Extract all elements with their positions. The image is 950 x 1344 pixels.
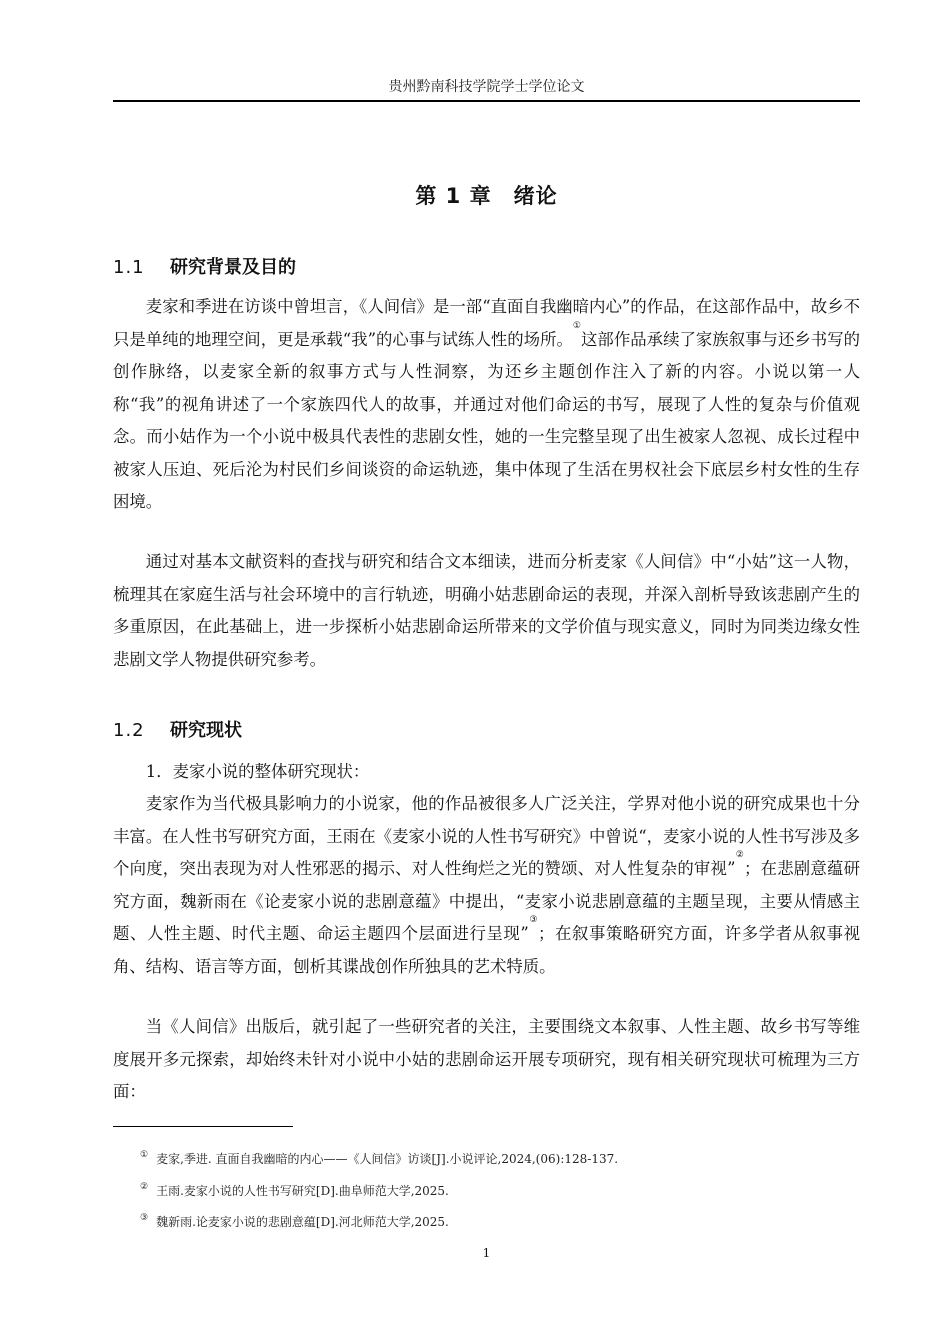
section-title: 研究现状 xyxy=(170,720,242,741)
section-heading-1-2 xyxy=(113,716,860,742)
page-number: 1 xyxy=(482,1246,491,1260)
section-number: 1.1 xyxy=(113,257,145,278)
footnote-mark: ① xyxy=(140,1150,149,1160)
footnote-ref-1[interactable]: ① xyxy=(572,320,582,331)
chapter-title: 第 1 章 绪论 xyxy=(415,184,558,208)
paragraph-background xyxy=(113,291,860,519)
section-number: 1.2 xyxy=(113,720,145,741)
footnote-1 xyxy=(140,1150,860,1167)
footnote-ref-2[interactable]: ② xyxy=(735,850,744,860)
footnote-mark: ② xyxy=(140,1182,149,1192)
paragraph-text: 麦家和季进在访谈中曾坦言，《人间信》是一部“直面自我幽暗内心”的作品，在这部作品中，故乡不只是单纯的地理空间，更是承载“我”的心事与试练人性的场所。 xyxy=(113,297,860,349)
section-title: 研究背景及目的 xyxy=(170,257,296,278)
header-rule xyxy=(113,100,860,102)
paragraph-text: 麦家作为当代极具影响力的小说家，他的作品被很多人广泛关注，学界对他小说的研究成果也十分丰富。在人性书写研究方面，王雨在《麦家小说的人性书写研究》中曾说“，麦家小说的人性书写涉及多个向度，突出表现为对人性邪恶的揭示、对人性绚烂之光的赞颂、对人性复杂的审视” xyxy=(113,794,860,878)
footnote-text: 麦家,季进. 直面自我幽暗的内心——《人间信》访谈[J].小说评论,2024,(06):128-137. xyxy=(156,1152,619,1166)
footnote-text: 王雨.麦家小说的人性书写研究[D].曲阜师范大学,2025. xyxy=(156,1184,449,1198)
footnote-separator xyxy=(113,1126,293,1127)
paragraph-text: ；在悲剧意蕴研究方面，魏新雨在《论麦家小说的悲剧意蕴》中提出，“麦家小说悲剧意蕴的主题呈现，主要从情感主题、人性主题、时代主题、命运主题四个层面进行呈现” xyxy=(113,859,860,943)
paragraph-renjianxin-research: 当《人间信》出版后，就引起了一些研究者的关注，主要围绕文本叙事、人性主题、故乡书写等维度展开多元探索，却始终未针对小说中小姑的悲剧命运开展专项研究，现有相关研究现状可梳理为三方面： xyxy=(113,1017,860,1101)
paragraph-text: ；在叙事策略研究方面，许多学者从叙事视角、结构、语言等方面，刨析其谍战创作所独具的艺术特质。 xyxy=(113,924,860,976)
running-header: 贵州黔南科技学院学士学位论文 xyxy=(388,79,585,95)
paragraph-purpose: 通过对基本文献资料的查找与研究和结合文本细读，进而分析麦家《人间信》中“小姑”这一人物，梳理其在家庭生活与社会环境中的言行轨迹，明确小姑悲剧命运的表现，并深入剖析导致该悲剧产生的多重原因，在此基础上，进一步探析小姑悲剧命运所带来的文学价值与现实意义，同时为同类边缘女性悲剧文学人物提供研究参考。 xyxy=(113,552,860,669)
footnote-mark: ③ xyxy=(140,1213,149,1223)
paragraph-text: 这部作品承续了家族叙事与还乡书写的创作脉络，以麦家全新的叙事方式与人性洞察，为还乡主题创作注入了新的内容。小说以第一人称“我”的视角讲述了一个家族四代人的故事，并通过对他们命运的书写，展现了人性的复杂与价值观念。而小姑作为一个小说中极具代表性的悲剧女性，她的一生完整呈现了出生被家人忽视、成长过程中被家人压迫、死后沦为村民们乡间谈资的命运轨迹，集中体现了生活在男权社会下底层乡村女性的生存困境。 xyxy=(113,329,860,511)
footnote-text: 魏新雨.论麦家小说的悲剧意蕴[D].河北师范大学,2025. xyxy=(156,1215,449,1229)
footnote-2 xyxy=(140,1182,860,1199)
section-heading-1-1 xyxy=(113,253,860,279)
footnote-3 xyxy=(140,1213,860,1230)
paragraph-overall-research xyxy=(113,788,860,983)
footnote-ref-3[interactable]: ③ xyxy=(528,915,539,925)
list-item-1: 1．麦家小说的整体研究现状： xyxy=(145,762,370,781)
